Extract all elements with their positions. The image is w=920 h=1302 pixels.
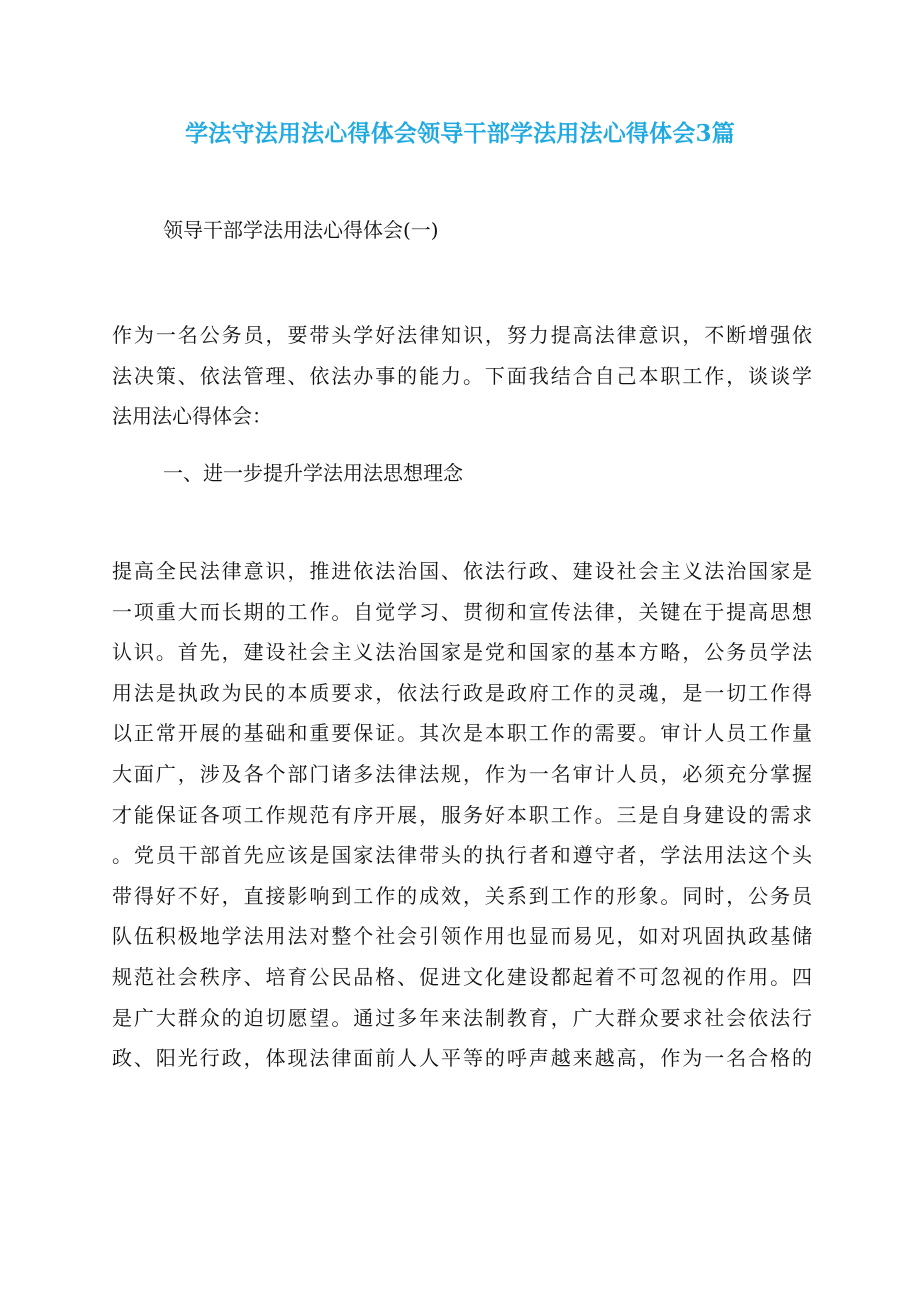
body-line: 认识。首先，建设社会主义法治国家是党和国家的基本方略，公务员学法 — [112, 640, 812, 665]
intro-paragraph — [112, 315, 812, 437]
body-line: 一项重大而长期的工作。自觉学习、贯彻和宣传法律，关键在于提高思想 — [112, 599, 812, 624]
body-line: 以正常开展的基础和重要保证。其次是本职工作的需要。审计人员工作量 — [112, 721, 812, 746]
body-line: 才能保证各项工作规范有序开展，服务好本职工作。三是自身建设的需求 — [112, 802, 812, 827]
body-line: 用法是执政为民的本质要求，依法行政是政府工作的灵魂，是一切工作得 — [112, 680, 812, 705]
intro-line: 作为一名公务员，要带头学好法律知识，努力提高法律意识，不断增强依 — [112, 323, 812, 347]
body-line: 大面广，涉及各个部门诸多法律法规，作为一名审计人员，必须充分掌握 — [112, 761, 812, 786]
intro-line: 法用法心得体会： — [112, 404, 272, 429]
body-line: 。党员干部首先应该是国家法律带头的执行者和遵守者，学法用法这个头 — [112, 843, 812, 868]
body-paragraph — [112, 551, 812, 1079]
document-title: 学法守法用法心得体会领导干部学法用法心得体会3篇 — [185, 120, 735, 147]
body-line: 是广大群众的迫切愿望。通过多年来法制教育，广大群众要求社会依法行 — [112, 1005, 812, 1030]
body-line: 提高全民法律意识，推进依法治国、依法行政、建设社会主义法治国家是 — [112, 559, 812, 583]
body-line: 带得好不好，直接影响到工作的成效，关系到工作的形象。同时，公务员 — [112, 883, 812, 908]
body-line: 政、阳光行政，体现法律面前人人平等的呼声越来越高，作为一名合格的 — [112, 1046, 812, 1071]
body-line: 队伍积极地学法用法对整个社会引领作用也显而易见，如对巩固执政基储 — [112, 924, 812, 949]
section-heading: 一、进一步提升学法用法思想理念 — [163, 461, 463, 485]
intro-line: 法决策、依法管理、依法办事的能力。下面我结合自己本职工作，谈谈学 — [112, 363, 812, 388]
body-line: 规范社会秩序、培育公民品格、促进文化建设都起着不可忽视的作用。四 — [112, 964, 812, 989]
document-subtitle: 领导干部学法用法心得体会(一) — [163, 218, 439, 242]
